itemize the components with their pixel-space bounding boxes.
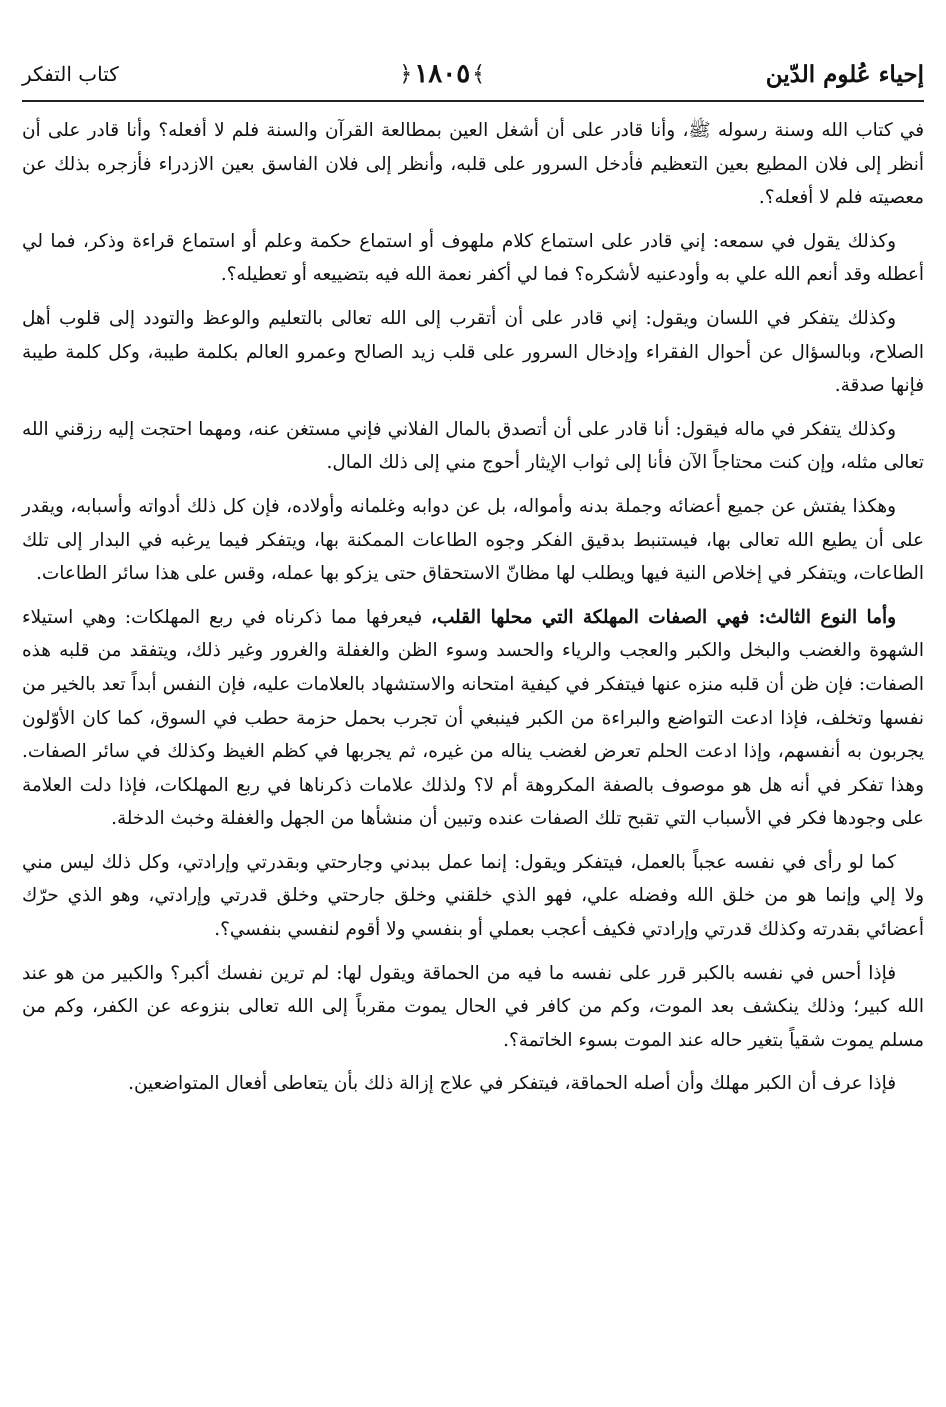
book-title: إحياء عُلوم الدّين bbox=[765, 60, 924, 88]
section-lead: وأما النوع الثالث: فهي الصفات المهلكة التي محلها القلب، bbox=[431, 606, 896, 628]
paragraph: وكذلك يتفكر في ماله فيقول: أنا قادر على أن أتصدق بالمال الفلاني فإني مستغن عنه، ومهما احتجت إليه رزقني الله تعالى مثله، وإن كنت محتاجاً الآن فأنا إلى ثواب الإيثار أحوج مني إلى ذلك المال. bbox=[22, 418, 924, 474]
paragraph: وكذلك يقول في سمعه: إني قادر على استماع كلام ملهوف أو استماع حكمة وعلم أو استماع قراءة وذكر، فما لي أعطله وقد أنعم الله علي به وأودعنيه لأشكره؟ فما لي أكفر نعمة الله فيه بتضييعه أو تعطيله؟. bbox=[22, 230, 924, 286]
header-rule bbox=[22, 100, 924, 102]
bracket-ornament-icon: ﴿ bbox=[399, 61, 413, 87]
paragraph: كما لو رأى في نفسه عجباً بالعمل، فيتفكر ويقول: إنما عمل ببدني وجارحتي وبقدرتي وإرادتي، وكل ذلك ليس مني ولا إلي وإنما هو من خلق الله وفضله علي، فهو الذي خلقني وخلق جارحتي وخلق قدرتي وإرادتي، وهو الذي حرّك أعضائي بقدرته وكذلك قدرتي وإرادتي فكيف أعجب بعملي أو بنفسي ولا أقوم لنفسي بنفسي؟. bbox=[22, 851, 924, 941]
paragraph: في كتاب الله وسنة رسوله ﷺ، وأنا قادر على أن أشغل العين بمطالعة القرآن والسنة فلم لا أفعله؟ وأنا قادر على أن أنظر إلى فلان المطيع بعين التعظيم فأدخل السرور على قلبه، وأنظر إلى فلان الفاسق بعين الازدراء فأزجره بذلك عن معصيته فلم لا أفعله؟. bbox=[22, 120, 924, 209]
chapter-title: كتاب التفكر bbox=[22, 62, 119, 86]
page-number-value: ١٨٠٥ bbox=[414, 59, 471, 89]
section-paragraph bbox=[22, 601, 924, 836]
bracket-ornament-icon: ﴾ bbox=[472, 61, 486, 87]
page-number bbox=[399, 59, 485, 89]
paragraph: وهكذا يفتش عن جميع أعضائه وجملة بدنه وأمواله، بل عن دوابه وغلمانه وأولاده، فإن كل ذلك أدواته وأسبابه، ويقدر على أن يطيع الله تعالى بها، فيستنبط بدقيق الفكر وجوه الطاعات الممكنة بها، ويتفكر فيما يرغبه في البدار إلى تلك الطاعات، ويتفكر في إخلاص النية فيها ويطلب لها مظانّ الاستحقاق حتى يزكو بها عمله، وقس على هذا سائر الطاعات. bbox=[22, 495, 924, 585]
paragraph: فإذا عرف أن الكبر مهلك وأن أصله الحماقة، فيتفكر في علاج إزالة ذلك بأن يتعاطى أفعال المتواضعين. bbox=[128, 1073, 896, 1095]
page-body bbox=[22, 114, 924, 1111]
section-text: فيعرفها مما ذكرناه في ربع المهلكات: وهي استيلاء الشهوة والغضب والبخل والكبر والعجب والرياء والحسد وسوء الظن والغفلة والغرور وغير ذلك، ويتفقد من قلبه هذه الصفات: فإن ظن أن قلبه منزه عنها فيتفكر في كيفية امتحانه والاستشهاد بالعلامات عليه، فإن النفس أبداً تعد بالخير من نفسها وتخلف، فإذا ادعت التواضع والبراءة من الكبر فينبغي أن تجرب بحمل حزمة حطب في السوق، كما كان الأوّلون يجربون به أنفسهم، وإذا ادعت الحلم تعرض لغضب يناله من غيره، ثم يجربها في كظم الغيظ وكذلك في سائر الصفات. وهذا تفكر في أنه هل هو موصوف بالصفة المكروهة أم لا؟ ولذلك علامات ذكرناها في ربع المهلكات، فإذا دلت العلامة على وجودها فكر في الأسباب التي تقبح تلك الصفات عنده وتبين أن منشأها من الجهل والغفلة وخبث الدخلة. bbox=[22, 606, 924, 830]
paragraph: فإذا أحس في نفسه بالكبر قرر على نفسه ما فيه من الحماقة ويقول لها: لم ترين نفسك أكبر؟ والكبير من هو عند الله كبير؛ وذلك ينكشف بعد الموت، وكم من كافر في الحال يموت مقرباً إلى الله تعالى بنزوعه عن الكفر، وكم من مسلم يموت شقياً بتغير حاله عند الموت بسوء الخاتمة؟. bbox=[22, 962, 924, 1051]
page-header bbox=[22, 52, 924, 96]
paragraph: وكذلك يتفكر في اللسان ويقول: إني قادر على أن أتقرب إلى الله تعالى بالتعليم والوعظ والتودد إلى قلوب أهل الصلاح، وبالسؤال عن أحوال الفقراء وإدخال السرور على قلب زيد الصالح وعمرو العالم بكلمة طيبة، وكل كلمة طيبة فإنها صدقة. bbox=[22, 307, 924, 397]
